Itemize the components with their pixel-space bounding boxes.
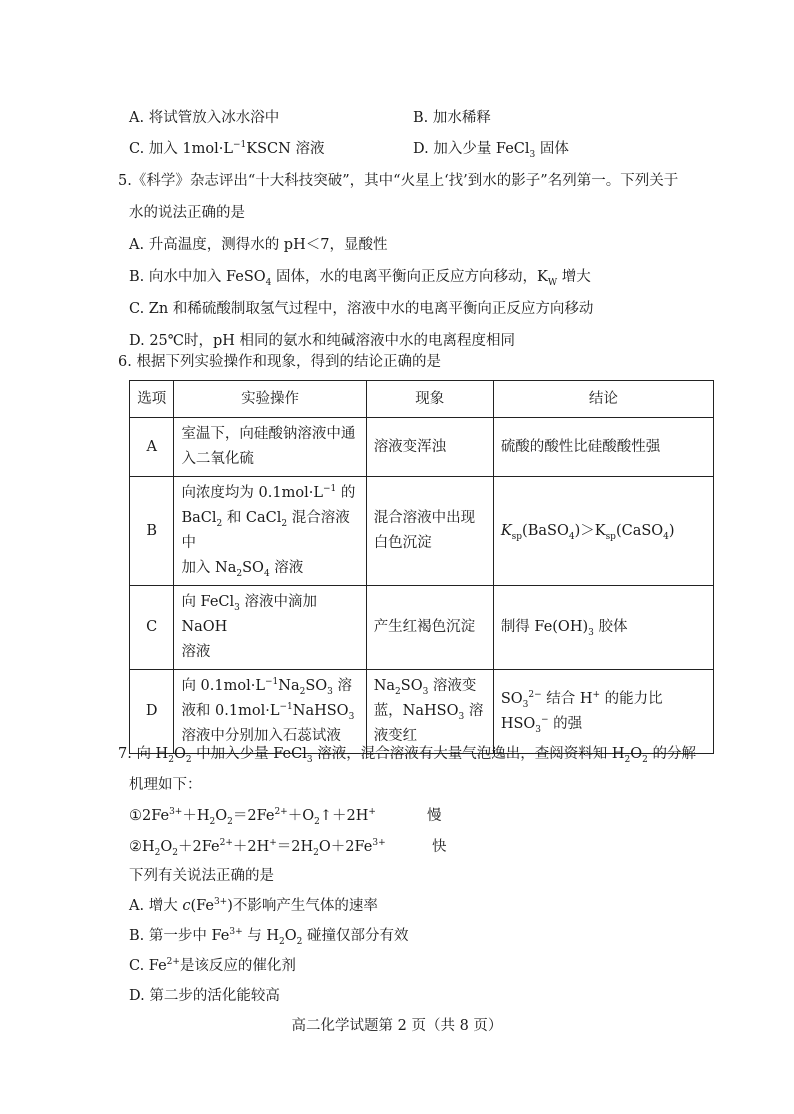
q7-option-d: D. 第二步的活化能较高	[129, 988, 280, 1004]
q4-option-a: A. 将试管放入冰水浴中	[129, 110, 280, 126]
q5-stem-line2: 水的说法正确的是	[129, 205, 245, 221]
row-d-option: D	[130, 670, 174, 754]
q4-option-c: C. 加入 $1mol\cdot L^{-1}KSCN$ 溶液	[129, 140, 325, 157]
row-c-conclusion: 制得 $Fe(OH)_3$ 胶体	[493, 586, 713, 670]
row-b-conclusion: $K_{sp}(BaSO_4)>K_{sp}(CaSO_4)$	[493, 477, 713, 586]
q7-option-a: A. 增大 $c(Fe^{3+})$不影响产生气体的速率	[129, 897, 378, 914]
row-a-option: A	[130, 418, 174, 477]
row-a-conclusion: 硫酸的酸性比硅酸酸性强	[493, 418, 713, 477]
header-conclusion: 结论	[493, 381, 713, 418]
q7-stem-line3: 下列有关说法正确的是	[129, 868, 274, 884]
q5-option-d: D. 25℃时，pH 相同的氨水和纯碱溶液中水的电离程度相同	[129, 333, 516, 349]
q4-option-b: B. 加水稀释	[413, 110, 491, 126]
q5-stem-line1: 5.《科学》杂志评出“十大科技突破”，其中“火星上‘找’到水的影子”名列第一。下列关于	[118, 173, 679, 189]
row-b-operation: 向浓度均为 $0.1mol\cdot L^{-1}$ 的 BaCl$_2$ 和 CaCl$_2$ 混合溶液中 加入 $Na_2SO_4$ 溶液	[174, 477, 366, 586]
header-phenomenon: 现象	[366, 381, 493, 418]
row-d-operation: 向 $0.1mol\cdot L^{-1}Na_2SO_3$ 溶 液和 $0.1mol\cdot L^{-1}NaHSO_3$ 溶液中分别加入石蕊试液	[174, 670, 366, 754]
q6-stem: 6. 根据下列实验操作和现象，得到的结论正确的是	[118, 354, 441, 370]
q5-option-a: A. 升高温度，测得水的 pH＜7，显酸性	[129, 237, 388, 253]
row-b-option: B	[130, 477, 174, 586]
q7-stem-line1: 7. 向 $H_2O_2$ 中加入少量 FeCl$_3$ 溶液，混合溶液有大量气泡逸出，查阅资料知 $H_2O_2$ 的分解	[118, 746, 696, 765]
table-row-c	[130, 586, 714, 670]
row-c-operation: 向 FeCl$_3$ 溶液中滴加 NaOH 溶液	[174, 586, 366, 670]
table-row-d	[130, 670, 714, 754]
q7-option-b: B. 第一步中 $Fe^{3+}$ 与 $H_2O_2$ 碰撞仅部分有效	[129, 927, 409, 947]
header-operation: 实验操作	[174, 381, 366, 418]
row-a-operation: 室温下，向硅酸钠溶液中通入二氧化硫	[174, 418, 366, 477]
q4-option-d: D. 加入少量 FeCl$_3$ 固体	[413, 141, 569, 160]
row-a-phenomenon: 溶液变浑浊	[366, 418, 493, 477]
q7-equation-2: $②H_2O_2+2Fe^{2+}+2H^+=2H_2O+2Fe^{3+}$	[129, 838, 386, 858]
row-d-phenomenon: $Na_2SO_3$ 溶液变 蓝，NaHSO$_3$ 溶 液变红	[366, 670, 493, 754]
q7-equation-2-speed: 快	[432, 839, 447, 855]
q7-equation-1: $①2Fe^{3+}+H_2O_2=2Fe^{2+}+O_2↑+2H^+$	[129, 807, 376, 827]
row-b-phenomenon: 混合溶液中出现白色沉淀	[366, 477, 493, 586]
row-c-phenomenon: 产生红褐色沉淀	[366, 586, 493, 670]
q6-experiment-table	[129, 380, 714, 754]
q5-option-b: B. 向水中加入 FeSO$_4$ 固体，水的电离平衡向正反应方向移动，$K_W$ 增大	[129, 269, 591, 288]
table-row-b	[130, 477, 714, 586]
table-header-row	[130, 381, 714, 418]
q5-option-c: C. Zn 和稀硫酸制取氢气过程中，溶液中水的电离平衡向正反应方向移动	[129, 301, 594, 317]
row-d-conclusion: $SO_3^{2-}$ 结合 H+ 的能力比 $HSO_3^-$ 的强	[493, 670, 713, 754]
table-row-a	[130, 418, 714, 477]
header-option: 选项	[130, 381, 174, 418]
row-c-option: C	[130, 586, 174, 670]
q7-equation-1-speed: 慢	[427, 808, 442, 824]
q7-stem-line2: 机理如下：	[129, 777, 202, 793]
page-footer: 高二化学试题第 2 页（共 8 页）	[291, 1018, 503, 1034]
q7-option-c: C. $Fe^{2+}$是该反应的催化剂	[129, 957, 296, 974]
